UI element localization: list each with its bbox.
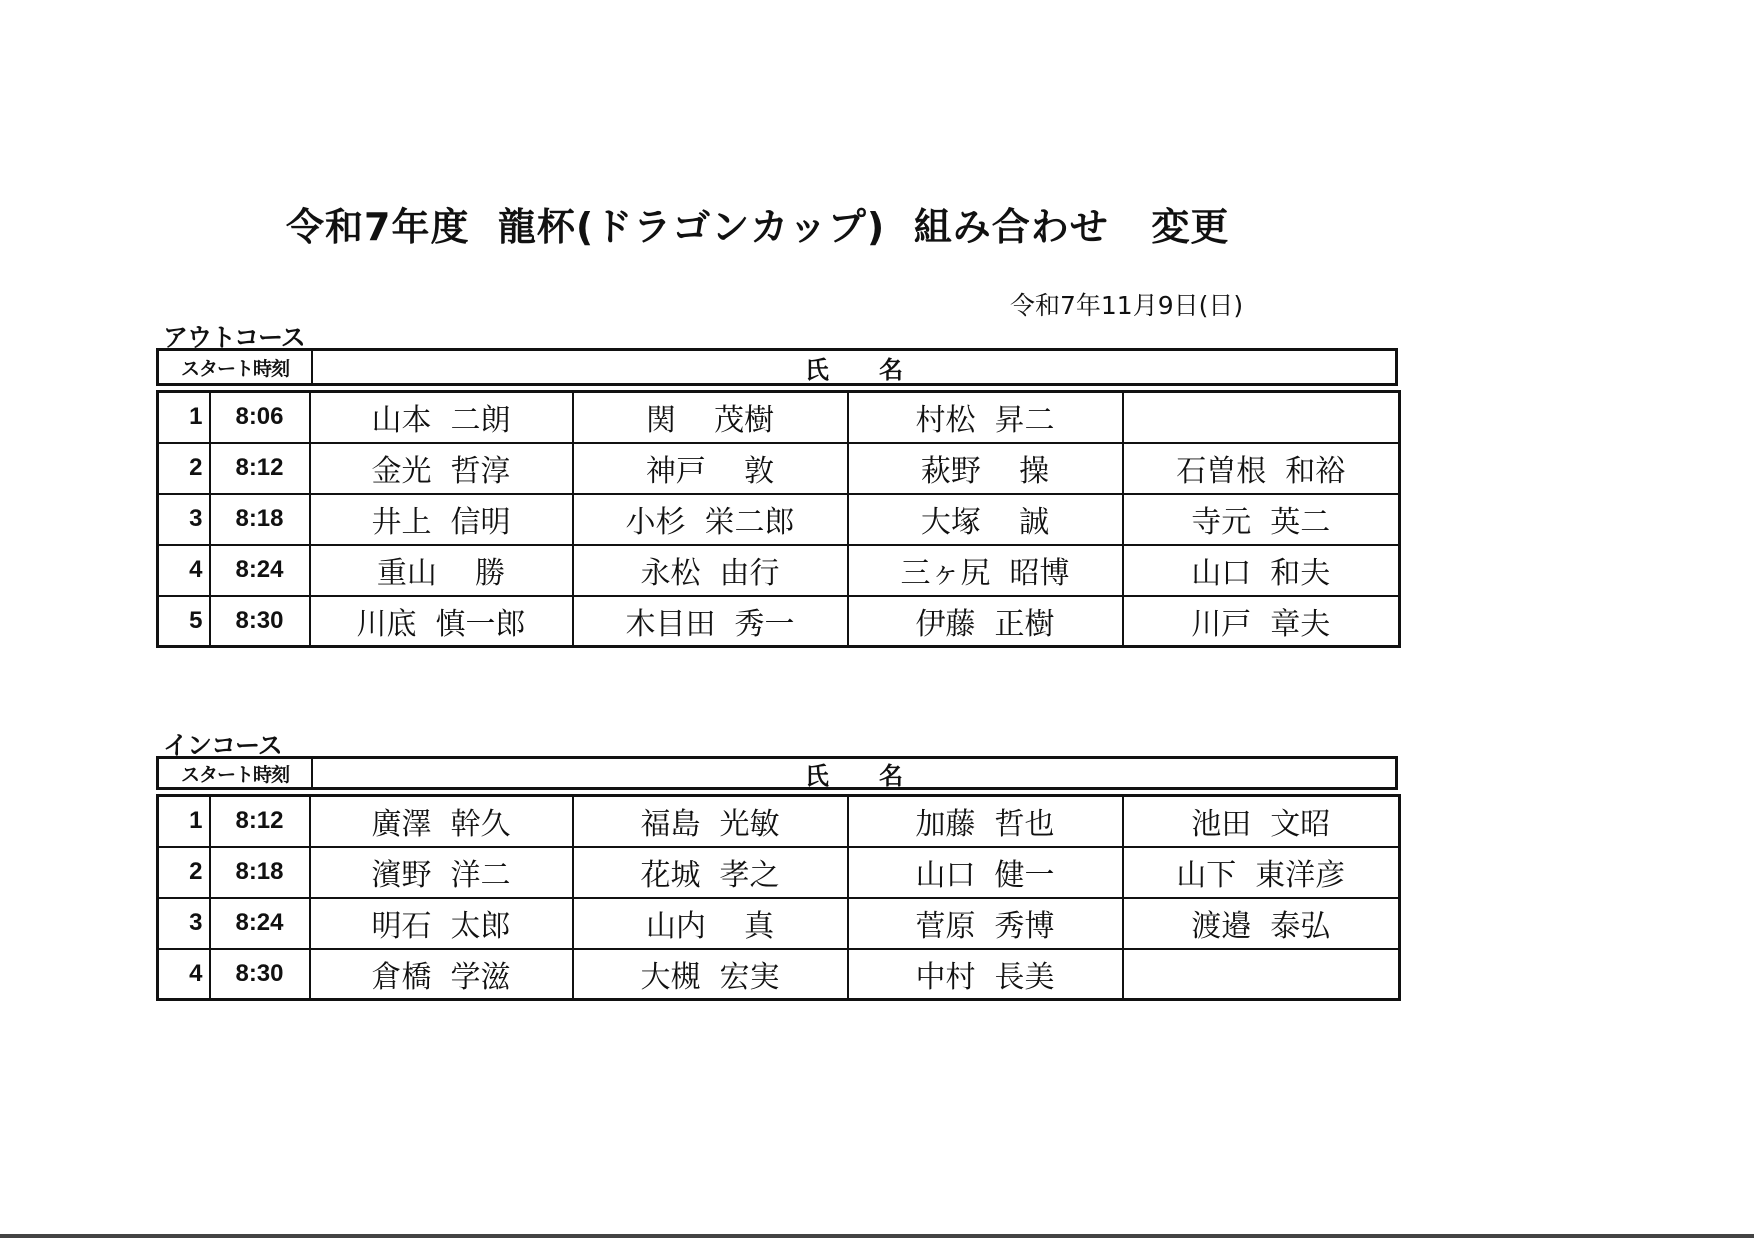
out-course-section	[156, 348, 1398, 648]
player-name: 金光 哲淳	[310, 443, 573, 494]
name-header: 氏 名	[804, 355, 904, 384]
player-name: 三ヶ尻 昭博	[848, 545, 1123, 596]
player-name: 重山 勝	[310, 545, 573, 596]
table-row	[158, 494, 1400, 545]
player-name: 井上 信明	[310, 494, 573, 545]
player-name: 福島 光敏	[573, 796, 848, 847]
player-name: 永松 由行	[573, 545, 848, 596]
name-header: 氏 名	[804, 761, 904, 790]
player-name: 山下 東洋彦	[1123, 847, 1400, 898]
table-row	[158, 898, 1400, 949]
player-name: 倉橋 学滋	[310, 949, 573, 1000]
player-name: 川底 慎一郎	[310, 596, 573, 647]
group-number: 2	[158, 443, 210, 494]
out-course-table	[156, 390, 1401, 648]
player-name: 萩野 操	[848, 443, 1123, 494]
group-number: 3	[158, 494, 210, 545]
player-name: 神戸 敦	[573, 443, 848, 494]
player-name: 小杉 栄二郎	[573, 494, 848, 545]
out-course-label: アウトコース	[163, 323, 305, 352]
start-time: 8:30	[210, 949, 310, 1000]
player-name: 木目田 秀一	[573, 596, 848, 647]
player-name: 山口 健一	[848, 847, 1123, 898]
group-number: 4	[158, 949, 210, 1000]
player-name: 石曽根 和裕	[1123, 443, 1400, 494]
player-name: 寺元 英二	[1123, 494, 1400, 545]
player-name	[1123, 949, 1400, 1000]
in-course-section	[156, 756, 1398, 1001]
table-row	[158, 847, 1400, 898]
player-name: 川戸 章夫	[1123, 596, 1400, 647]
start-time: 8:06	[210, 392, 310, 443]
out-course-header	[156, 348, 1398, 386]
player-name: 池田 文昭	[1123, 796, 1400, 847]
start-time: 8:18	[210, 494, 310, 545]
player-name: 渡邉 泰弘	[1123, 898, 1400, 949]
table-row	[158, 392, 1400, 443]
group-number: 1	[158, 392, 210, 443]
player-name: 花城 孝之	[573, 847, 848, 898]
player-name: 大槻 宏実	[573, 949, 848, 1000]
page-bottom-rule	[0, 1234, 1754, 1238]
player-name: 廣澤 幹久	[310, 796, 573, 847]
player-name: 菅原 秀博	[848, 898, 1123, 949]
start-time: 8:12	[210, 443, 310, 494]
player-name: 伊藤 正樹	[848, 596, 1123, 647]
group-number: 4	[158, 545, 210, 596]
event-date: 令和7年11月9日(日)	[1010, 291, 1244, 320]
group-number: 1	[158, 796, 210, 847]
in-course-table	[156, 794, 1401, 1001]
player-name	[1123, 392, 1400, 443]
start-time: 8:24	[210, 898, 310, 949]
start-time: 8:18	[210, 847, 310, 898]
group-number: 5	[158, 596, 210, 647]
player-name: 大塚 誠	[848, 494, 1123, 545]
group-number: 3	[158, 898, 210, 949]
player-name: 山本 二朗	[310, 392, 573, 443]
in-course-header	[156, 756, 1398, 790]
in-course-label: インコース	[163, 731, 282, 760]
table-row	[158, 443, 1400, 494]
document-title: 令和7年度 龍杯(ドラゴンカップ) 組み合わせ 変更	[286, 205, 1230, 249]
start-time-header: スタート時刻	[159, 759, 313, 787]
start-time: 8:24	[210, 545, 310, 596]
player-name: 明石 太郎	[310, 898, 573, 949]
group-number: 2	[158, 847, 210, 898]
start-time: 8:12	[210, 796, 310, 847]
start-time-header: スタート時刻	[159, 351, 313, 383]
table-row	[158, 545, 1400, 596]
player-name: 村松 昇二	[848, 392, 1123, 443]
player-name: 山口 和夫	[1123, 545, 1400, 596]
table-row	[158, 949, 1400, 1000]
player-name: 山内 真	[573, 898, 848, 949]
table-row	[158, 796, 1400, 847]
player-name: 濱野 洋二	[310, 847, 573, 898]
player-name: 加藤 哲也	[848, 796, 1123, 847]
start-time: 8:30	[210, 596, 310, 647]
player-name: 中村 長美	[848, 949, 1123, 1000]
player-name: 関 茂樹	[573, 392, 848, 443]
table-row	[158, 596, 1400, 647]
